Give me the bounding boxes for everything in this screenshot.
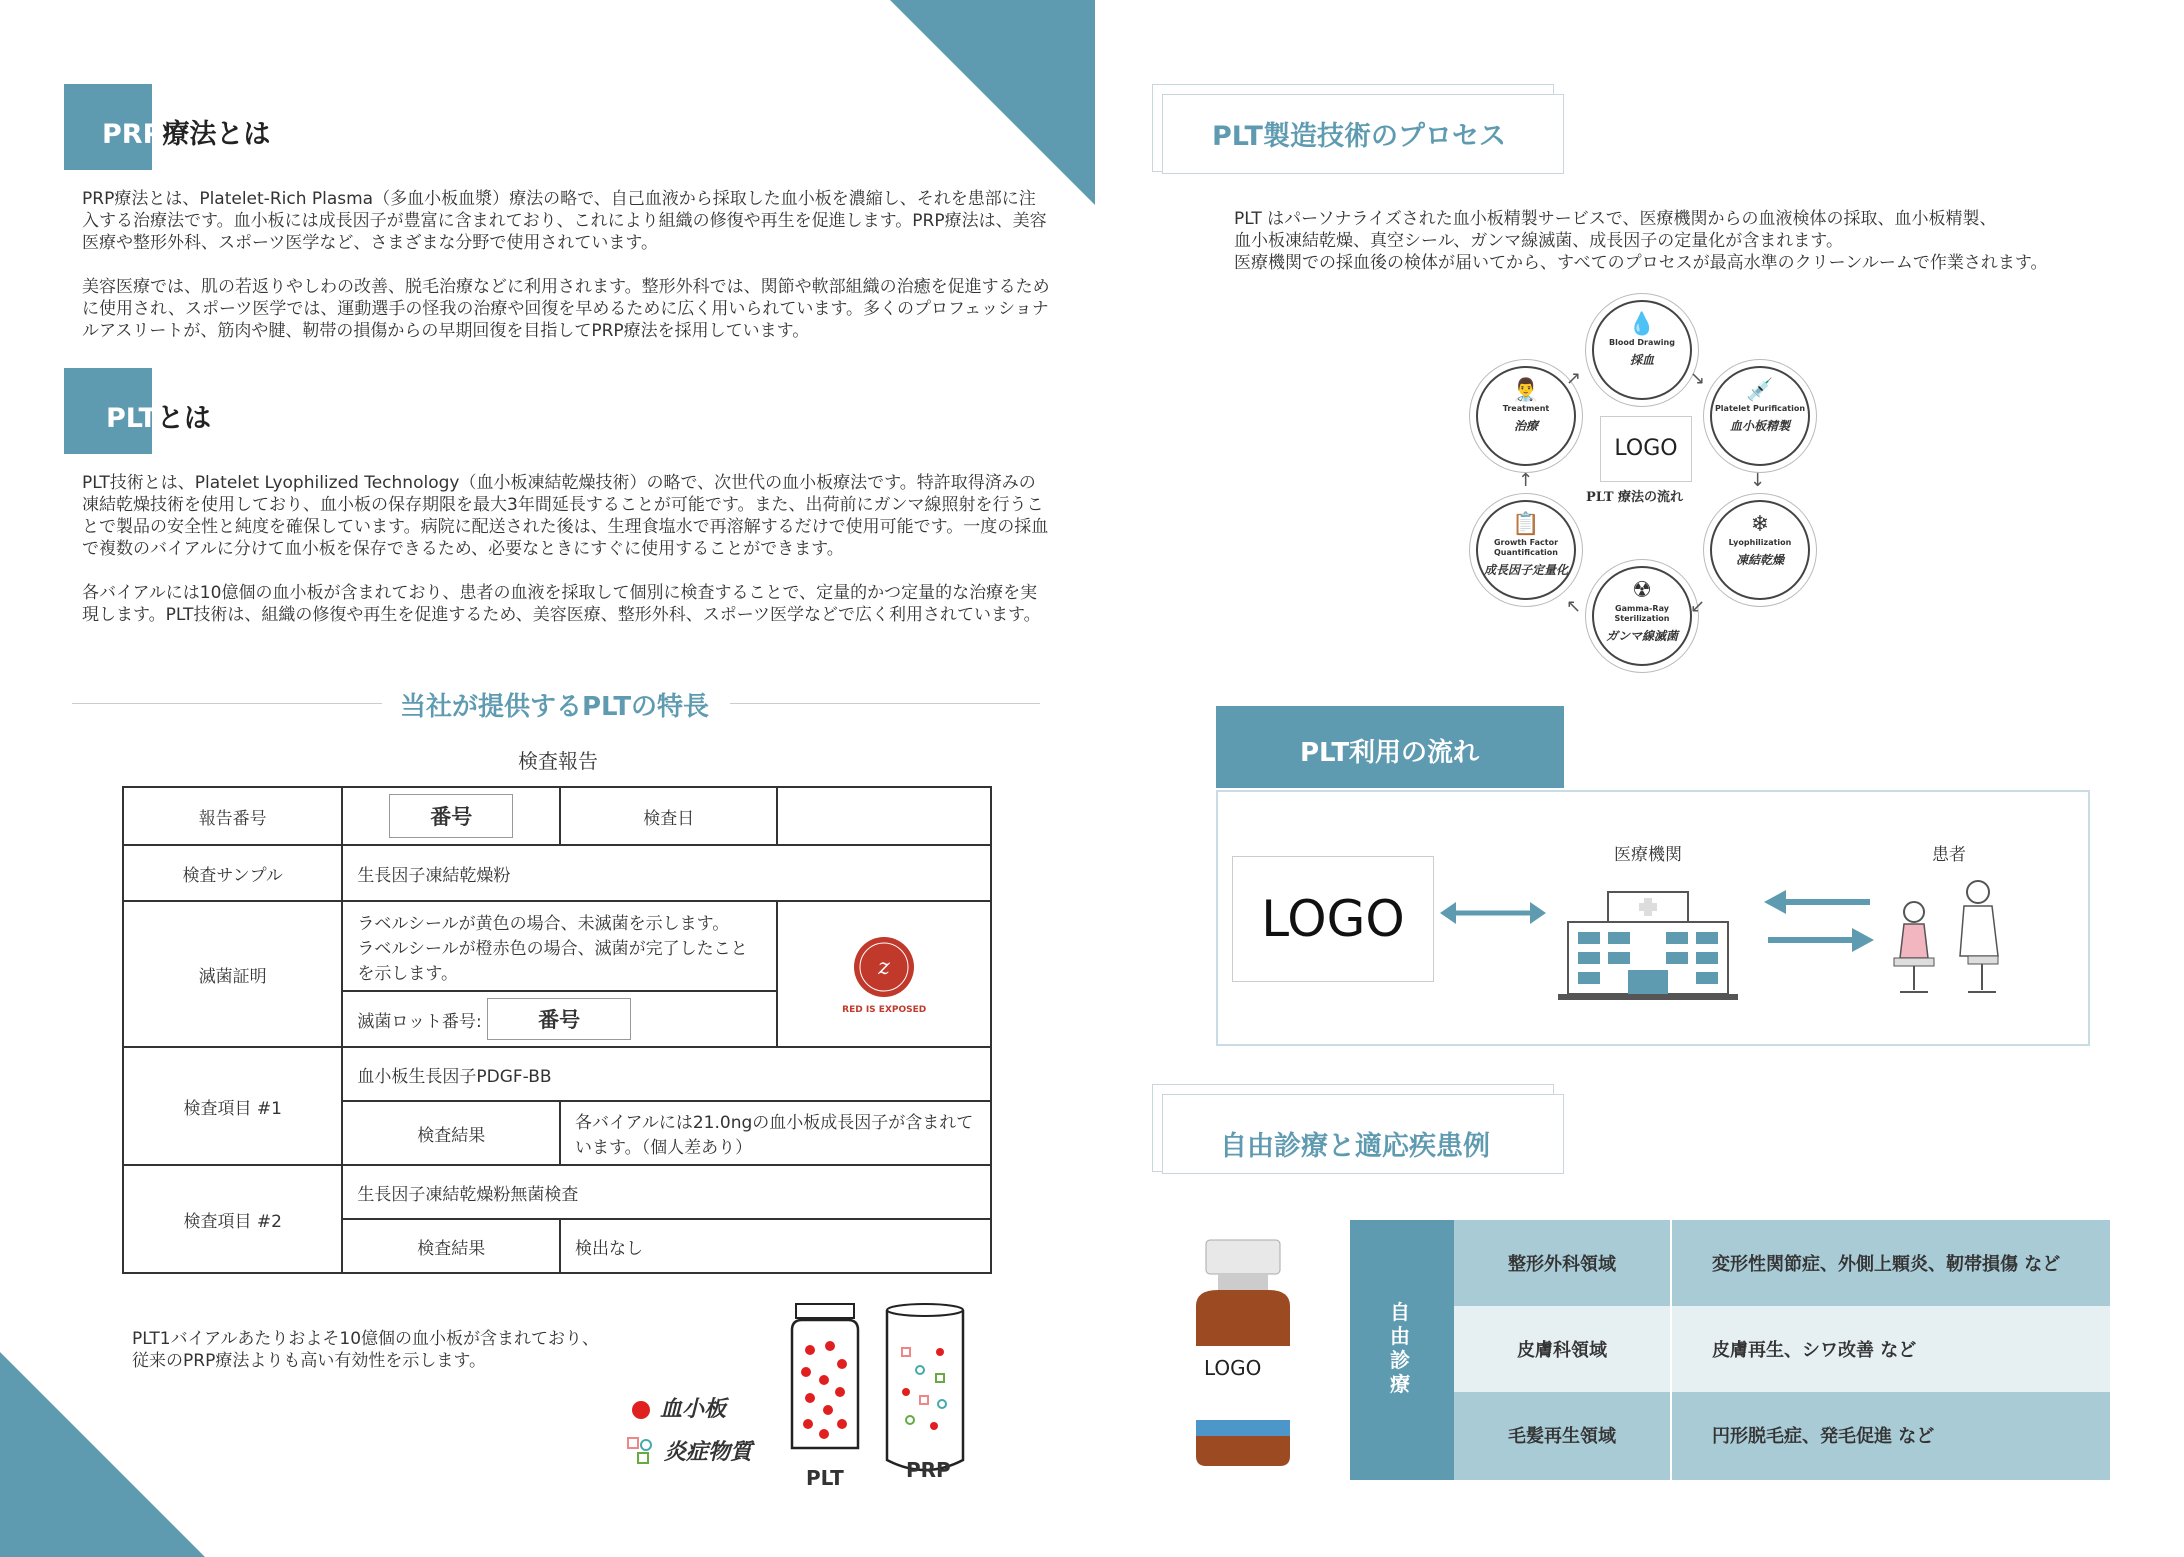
sample-value: 生長因子凍結乾燥粉 <box>342 845 991 901</box>
flow-logo: LOGO <box>1232 856 1434 982</box>
disease-row-3-divider <box>1670 1392 1672 1480</box>
plt-vial-label: PLT <box>806 1466 844 1490</box>
disease-row-2-divider <box>1670 1306 1672 1392</box>
test-1-result-label: 検査結果 <box>342 1101 560 1165</box>
patient-label: 患者 <box>1932 845 1966 865</box>
report-number-value: 番号 <box>389 794 513 838</box>
red-exposed-stamp <box>851 934 917 1000</box>
plt-note: PLT1バイアルあたりおよそ10億個の血小板が含まれており、 従来のPRP療法よりも高い有効性を示します。 <box>132 1329 600 1371</box>
test-2-result-value: 検出なし <box>560 1219 991 1273</box>
disease-field-3: 毛髪再生領域 <box>1508 1426 1616 1447</box>
process-description: PLT はパーソナライズされた血小板精製サービスで、医療機関からの血液検体の採取、血小板精製、 血小板凍結乾燥、真空シール、ガンマ線滅菌、成長因子の定量化が含まれます。 医療機関での採血後の検体が届いてから、すべてのプロセスが最高水準のクリーンルームで作業されます。 <box>1234 209 2048 273</box>
free-treatment-label: 自由診療 <box>1390 1300 1410 1396</box>
disease-row-1-divider <box>1670 1220 1672 1306</box>
radiation-icon: ☢ <box>1632 578 1652 603</box>
plt-heading: PLTとは <box>106 403 211 434</box>
inspection-report-table <box>122 786 992 1274</box>
prp-heading: PRP療法とは <box>102 119 271 150</box>
flow-double-arrow-icon <box>1440 898 1546 932</box>
plt-vial-illustration <box>780 1300 880 1460</box>
prp-tube-label: PRP <box>906 1458 951 1482</box>
stamp-text: RED IS EXPOSED <box>842 1004 927 1015</box>
clipboard-icon: 📋 <box>1512 512 1540 537</box>
stamp-cell <box>777 901 991 1047</box>
step-treatment: 👨‍⚕️ Treatment 治療 <box>1476 366 1576 466</box>
cycle-arrow-5-icon: ↑ <box>1518 470 1534 491</box>
test-item-1-label: 検査項目 #1 <box>123 1047 342 1165</box>
step-gamma-sterilization: ☢ Gamma-Ray Sterilization ガンマ線滅菌 <box>1592 566 1692 666</box>
step-growth-factor-quantification: 📋 Growth Factor Quantification 成長因子定量化 <box>1476 500 1576 600</box>
disease-row-1 <box>1454 1220 2110 1306</box>
process-title: PLT製造技術のプロセス <box>1212 121 1506 152</box>
sterilization-label: 滅菌証明 <box>123 901 342 1047</box>
cycle-arrow-2-icon: ↓ <box>1750 470 1766 491</box>
disease-examples-2: 皮膚再生、シワ改善 など <box>1712 1340 1917 1361</box>
step-platelet-purification: 💉 Platelet Purification 血小板精製 <box>1710 366 1810 466</box>
diseases-title: 自由診療と適応疾患例 <box>1220 1131 1490 1162</box>
report-number-label: 報告番号 <box>123 787 342 845</box>
lot-number-value: 番号 <box>487 998 631 1040</box>
disease-examples-1: 変形性関節症、外側上顆炎、靭帯損傷 など <box>1712 1254 2061 1275</box>
disease-row-2 <box>1454 1306 2110 1392</box>
svg-text:z: z <box>878 954 890 980</box>
corner-triangle-bottom <box>0 1352 205 1557</box>
test-1-result-value: 各バイアルには21.0ngの血小板成長因子が含まれています。（個人差あり） <box>560 1101 991 1165</box>
inspection-date-value <box>777 787 991 845</box>
plt-paragraph-1: PLT技術とは、Platelet Lyophilized Technology（血小板凍結乾燥技術）の略で、次世代の血小板療法です。特許取得済みの凍結乾燥技術を使用しており、血小板の保存期限を最大3年間延長することが可能です。また、出荷前にガンマ線照射を行うことで製品の安全性と純度を確保しています。病院に配送された後は、生理食塩水で再溶解するだけで使用可能です。一度の採血で複数のバイアルに分けて血小板を保存できるため、必要なときにすぐに使用することができます。 <box>82 473 1049 559</box>
prp-paragraph-2: 美容医療では、肌の若返りやしわの改善、脱毛治療などに利用されます。整形外科では、関節や軟部組織の治癒を促進するために使用され、スポーツ医学では、運動選手の怪我の治療や回復を早めるために広く用いられています。多くのプロフェッショナルアスリートが、筋肉や腱、靭帯の損傷からの早期回復を目指してPRP療法を採用しています。 <box>82 277 1050 341</box>
patient-doctor-illustration <box>1884 872 2014 1004</box>
blood-drop-icon: 💧 <box>1628 312 1656 337</box>
syringe-icon: 💉 <box>1746 378 1774 403</box>
disease-field-1: 整形外科領域 <box>1508 1254 1616 1275</box>
disease-examples-3: 円形脱毛症、発毛促進 など <box>1712 1426 1935 1447</box>
cycle-arrow-6-icon: ↗ <box>1566 368 1582 389</box>
flow-title: PLT利用の流れ <box>1300 738 1480 768</box>
prp-paragraph-1: PRP療法とは、Platelet-Rich Plasma（多血小板血漿）療法の略で、自己血液から採取した血小板を濃縮し、それを患部に注入する治療法です。血小板には成長因子が豊富に含まれており、これにより組織の修復や再生を促進します。PRP療法は、美容医療や整形外科、スポーツ医学など、さまざまな分野で使用されています。 <box>82 189 1047 253</box>
process-center-logo: LOGO <box>1600 416 1692 482</box>
cycle-arrow-1-icon: ↘ <box>1690 368 1706 389</box>
vial-logo: LOGO <box>1204 1356 1262 1380</box>
lot-number-label: 滅菌ロット番号: <box>357 1012 482 1032</box>
step-blood-drawing: 💧 Blood Drawing 採血 <box>1592 300 1692 400</box>
flow-arrows-icon <box>1764 886 1874 960</box>
sterilization-text: ラベルシールが黄色の場合、未滅菌を示します。 ラベルシールが橙赤色の場合、滅菌が完了したことを示します。 <box>342 901 777 991</box>
legend-inflammation: 炎症物質 <box>626 1435 752 1471</box>
legend-platelet: 血小板 <box>632 1392 726 1423</box>
lot-number-cell <box>342 991 777 1047</box>
inspection-date-label: 検査日 <box>560 787 777 845</box>
sample-label: 検査サンプル <box>123 845 342 901</box>
corner-triangle-top <box>890 0 1095 205</box>
product-vial-illustration <box>1178 1236 1308 1472</box>
prp-tube-illustration <box>880 1300 970 1480</box>
features-rule-right <box>730 703 1040 704</box>
platelet-dot-icon <box>632 1401 650 1419</box>
vial-tagline: Precious from you Invaluable for you <box>1200 1404 1287 1418</box>
cycle-arrow-4-icon: ↖ <box>1566 596 1582 617</box>
report-number-cell <box>342 787 560 845</box>
step-lyophilization: ❄ Lyophilization 凍結乾燥 <box>1710 500 1810 600</box>
features-rule-left <box>72 703 382 704</box>
test-item-2-label: 検査項目 #2 <box>123 1165 342 1273</box>
disease-row-3 <box>1454 1392 2110 1480</box>
hospital-icon <box>1558 886 1738 1004</box>
report-title: 検査報告 <box>518 749 598 773</box>
test-2-result-label: 検査結果 <box>342 1219 560 1273</box>
snowflake-icon: ❄ <box>1750 512 1770 537</box>
disease-field-2: 皮膚科領域 <box>1517 1340 1607 1361</box>
inflammation-shapes-icon <box>626 1435 656 1471</box>
features-title: 当社が提供するPLTの特長 <box>400 692 710 722</box>
test-item-2-value: 生長因子凍結乾燥粉無菌検査 <box>342 1165 991 1219</box>
hospital-label: 医療機関 <box>1614 845 1682 865</box>
test-item-1-value: 血小板生長因子PDGF-BB <box>342 1047 991 1101</box>
process-center-caption: PLT 療法の流れ <box>1586 490 1684 505</box>
plt-paragraph-2: 各バイアルには10億個の血小板が含まれており、患者の血液を採取して個別に検査することで、定量的かつ定量的な治療を実現します。PLT技術は、組織の修復や再生を促進するため、美容医療、整形外科、スポーツ医学などで広く利用されています。 <box>82 583 1041 625</box>
cycle-arrow-3-icon: ↙ <box>1690 596 1706 617</box>
doctor-icon: 👨‍⚕️ <box>1512 378 1540 403</box>
